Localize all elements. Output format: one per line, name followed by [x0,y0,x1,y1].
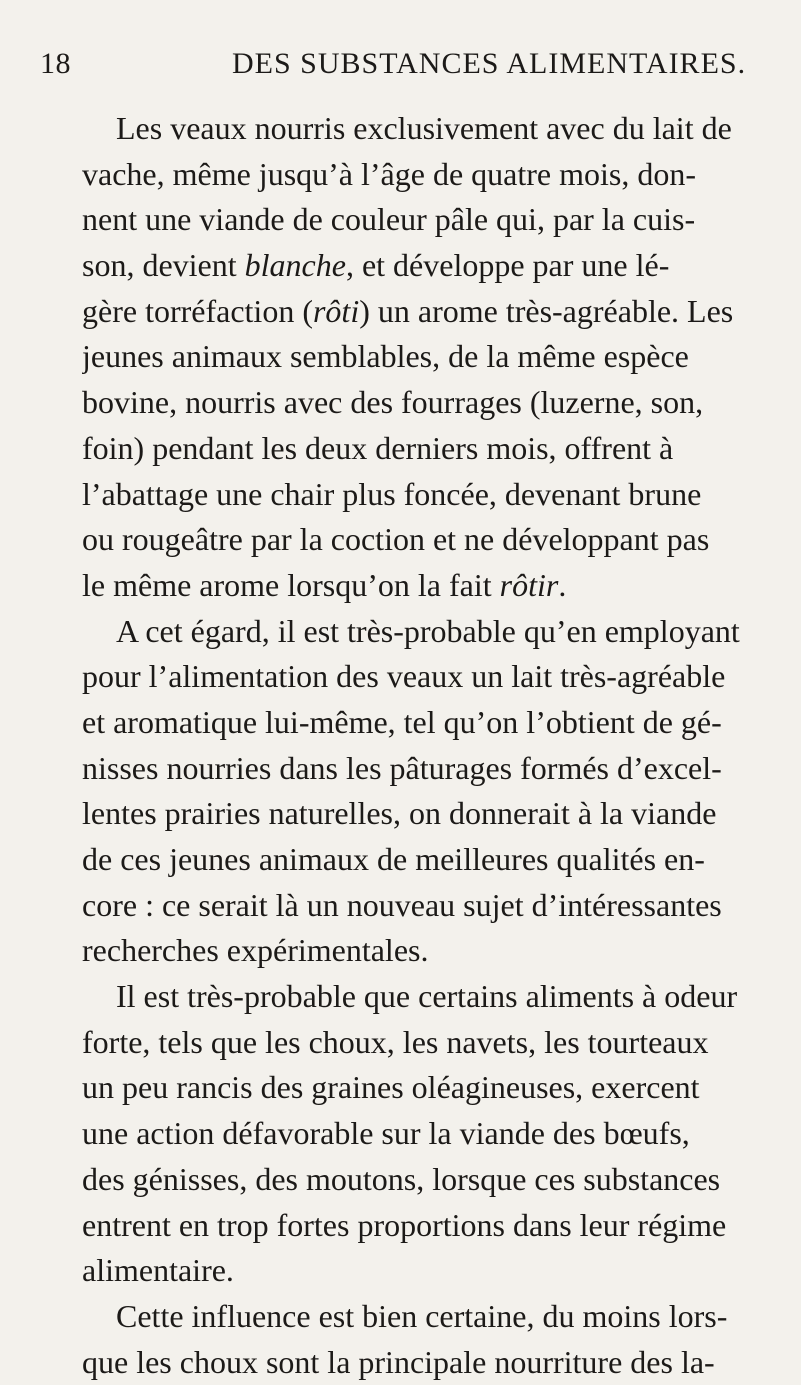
text-segment: . [558,566,567,603]
text-line [82,334,782,380]
text-segment: forte, tels que les choux, les navets, les tourteaux [82,1023,709,1060]
text-line [82,609,782,655]
text-line [82,1111,782,1157]
text-line [82,106,782,152]
italic-word: rôti [312,292,360,329]
text-line [82,974,782,1020]
text-segment: nent une viande de couleur pâle qui, par la cuis- [82,201,696,238]
text-segment: ) un arome très-agréable. Les [359,292,734,329]
text-segment: de ces jeunes animaux de meilleures qualités en- [82,841,705,877]
text-line [82,791,782,837]
text-segment: vache, même jusqu’à l’âge de quatre mois, don- [82,155,696,192]
text-segment: A cet égard, il est très-probable qu’en employant [116,612,740,649]
text-line [82,152,782,198]
text-line [82,700,782,746]
text-line [82,1294,782,1340]
text-line [82,1157,782,1203]
text-segment: lentes prairies naturelles, on donnerait à la viande [82,795,717,832]
text-segment: un peu rancis des graines oléagineuses, exercent [82,1069,700,1106]
text-segment: pour l’alimentation des veaux un lait très-agréable [82,658,726,695]
text-line [82,746,782,792]
text-segment: une action défavorable sur la viande des bœufs, [82,1115,690,1152]
text-segment: que les choux sont la principale nourriture des la- [82,1343,715,1380]
text-segment: Cette influence est bien certaine, du moins lors- [116,1297,728,1334]
text-segment: foin) pendant les deux derniers mois, offrent à [82,429,674,466]
text-segment: Les veaux nourris exclusivement avec du lait de [116,110,732,146]
text-line [82,928,782,974]
text-line [82,1248,782,1294]
text-line [82,1020,782,1066]
text-line [82,563,782,609]
text-segment: Il est très-probable que certains aliments à odeur [116,978,738,1015]
text-segment: , et développe par une lé- [345,247,670,284]
text-segment: des génisses, des moutons, lorsque ces substances [82,1160,721,1197]
text-segment: bovine, nourris avec des fourrages (luzerne, son, [82,384,704,421]
text-line [82,1065,782,1111]
italic-word: blanche [244,247,346,284]
text-segment: core : ce serait là un nouveau sujet d’intéressantes [82,886,722,923]
italic-word: rôtir [499,566,559,603]
text-line [82,883,782,929]
text-line [82,1203,782,1249]
text-segment: recherches expérimentales. [82,932,429,969]
running-head [40,44,760,84]
text-segment: nisses nourries dans les pâturages formés d’excel- [82,749,722,786]
text-segment: son, devient [82,247,245,284]
text-segment: jeunes animaux semblables, de la même espèce [82,338,689,375]
page-number: 18 [40,47,71,80]
text-line [82,654,782,700]
text-segment: le même arome lorsqu’on la fait [82,566,500,603]
text-segment: et aromatique lui-même, tel qu’on l’obtient de gé- [82,703,722,740]
text-line [82,837,782,883]
text-line [82,197,782,243]
text-line [82,1340,782,1385]
text-segment: alimentaire. [82,1252,234,1289]
text-segment: l’abattage une chair plus foncée, devenant brune [82,475,702,512]
running-title: DES SUBSTANCES ALIMENTAIRES. [232,47,747,80]
text-segment: entrent en trop fortes proportions dans leur régime [82,1206,727,1243]
text-line [82,426,782,472]
text-segment: gère torréfaction ( [82,292,313,329]
text-line [82,289,782,335]
text-line [82,243,782,289]
text-segment: ou rougeâtre par la coction et ne développant pas [82,521,710,558]
body-text [82,106,782,1385]
text-line [82,472,782,518]
text-line [82,380,782,426]
text-line [82,517,782,563]
